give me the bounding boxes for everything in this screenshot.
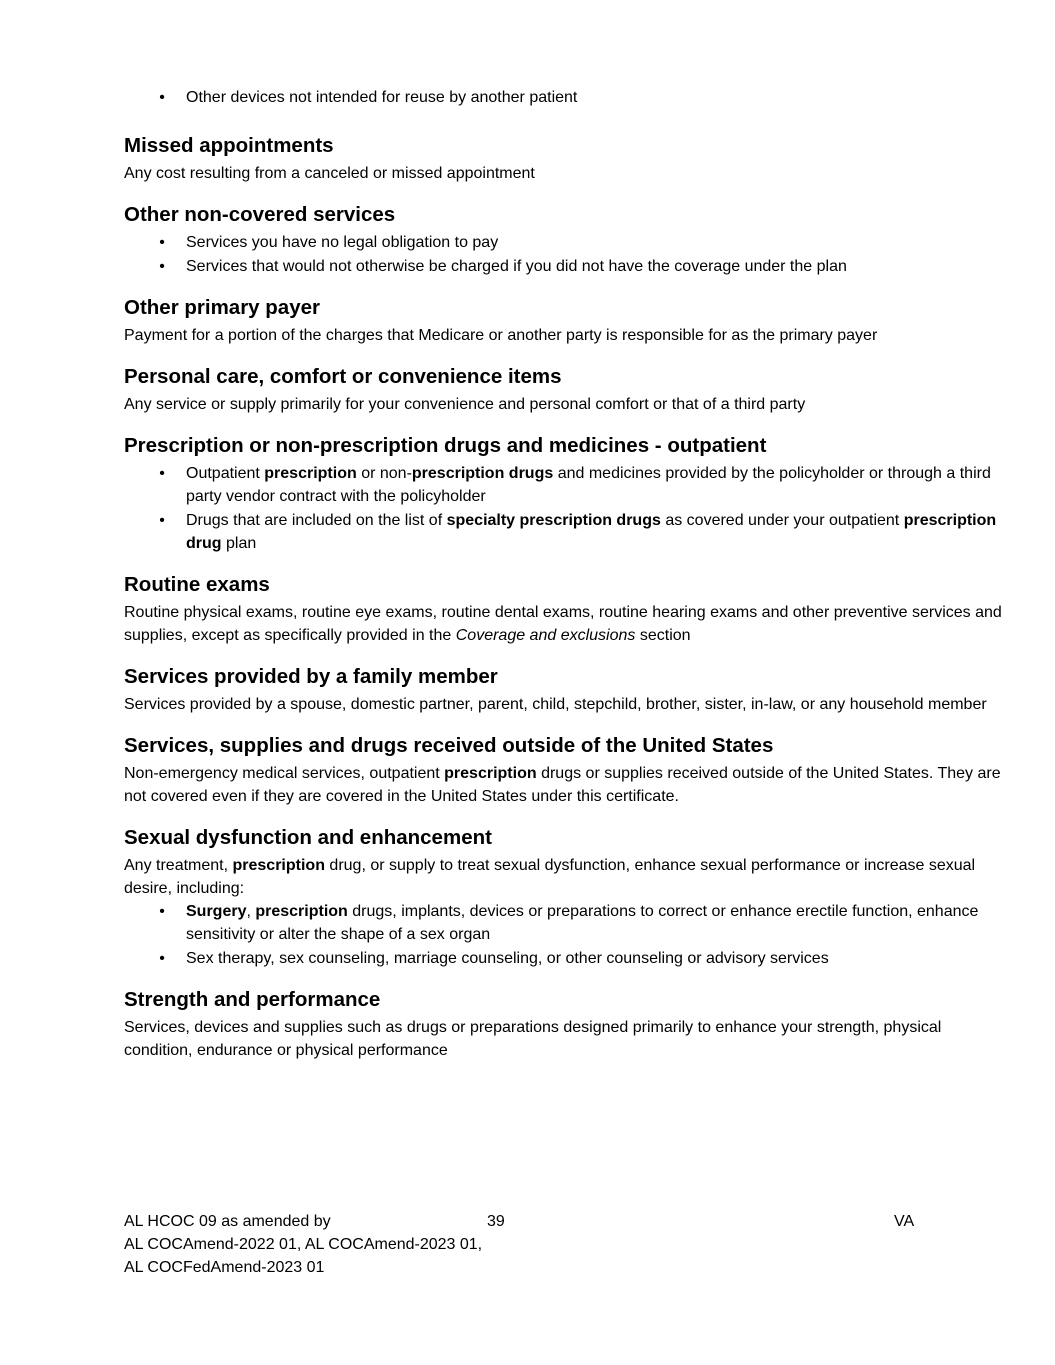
section-heading: Sexual dysfunction and enhancement <box>124 826 492 849</box>
section-heading: Services provided by a family member <box>124 665 498 688</box>
bullet-list <box>124 462 1004 555</box>
section-other-non-covered <box>124 202 1004 278</box>
bullet-icon: • <box>159 512 165 529</box>
bullet-list <box>124 900 1004 970</box>
bullet-icon: • <box>159 234 165 251</box>
section-heading: Routine exams <box>124 573 270 596</box>
bullet-icon: • <box>159 465 165 482</box>
list-item: • Surgery, prescription drugs, implants, devices or preparations to correct or enhance erectile function, enhance sensitivity or alter the shape of a sex organ <box>124 900 1004 946</box>
section-heading: Missed appointments <box>124 134 334 157</box>
footer-form-ids: AL HCOC 09 as amended by AL COCAmend-2022 01, AL COCAmend-2023 01, AL COCFedAmend-2023 01 <box>124 1213 483 1276</box>
section-text: Any treatment, prescription drug, or supply to treat sexual dysfunction, enhance sexual performance or increase sexual desire, including: <box>124 857 976 897</box>
footer-state: VA <box>894 1213 915 1230</box>
section-sexual-dysfunction <box>124 825 1004 970</box>
bullet-icon: • <box>159 258 165 275</box>
section-heading: Services, supplies and drugs received outside of the United States <box>124 734 774 757</box>
section-other-primary-payer <box>124 295 1004 347</box>
list-item: • Services that would not otherwise be charged if you did not have the coverage under the plan <box>124 255 1004 278</box>
page-content <box>124 86 1004 1079</box>
section-personal-care <box>124 364 1004 416</box>
list-item: • Other devices not intended for reuse by another patient <box>124 86 1004 109</box>
list-item: • Sex therapy, sex counseling, marriage counseling, or other counseling or advisory services <box>124 947 1004 970</box>
section-missed-appointments <box>124 133 1004 185</box>
section-text: Any cost resulting from a canceled or missed appointment <box>124 165 535 182</box>
bullet-icon: • <box>159 89 165 106</box>
section-text: Services, devices and supplies such as drugs or preparations designed primarily to enhance your strength, physical condition, endurance or physical performance <box>124 1019 942 1059</box>
section-text: Any service or supply primarily for your convenience and personal comfort or that of a third party <box>124 396 806 413</box>
section-heading: Personal care, comfort or convenience items <box>124 365 562 388</box>
section-text: Services provided by a spouse, domestic partner, parent, child, stepchild, brother, sister, in-law, or any household member <box>124 696 987 713</box>
section-text: Non-emergency medical services, outpatient prescription drugs or supplies received outside of the United States. They are not covered even if they are covered in the United States under this certificate. <box>124 765 1001 805</box>
continued-device-list <box>124 86 1004 109</box>
list-item: • Outpatient prescription or non-prescription drugs and medicines provided by the policyholder or through a third party vendor contract with the policyholder <box>124 462 1004 508</box>
section-heading: Other non-covered services <box>124 203 396 226</box>
section-text: Routine physical exams, routine eye exams, routine dental exams, routine hearing exams and other preventive services and supplies, except as specifically provided in the Coverage and exclusions section <box>124 604 1002 644</box>
bullet-icon: • <box>159 903 165 920</box>
section-family-member <box>124 664 1004 716</box>
section-outside-us <box>124 733 1004 808</box>
bullet-list <box>124 231 1004 278</box>
section-text: Payment for a portion of the charges that Medicare or another party is responsible for as the primary payer <box>124 327 878 344</box>
page-number: 39 <box>487 1213 505 1230</box>
section-heading: Other primary payer <box>124 296 320 319</box>
section-strength-performance <box>124 987 1004 1062</box>
section-heading: Prescription or non-prescription drugs and medicines - outpatient <box>124 434 767 457</box>
list-item: • Drugs that are included on the list of specialty prescription drugs as covered under your outpatient prescription drug plan <box>124 509 1004 555</box>
section-routine-exams <box>124 572 1004 647</box>
bullet-icon: • <box>159 950 165 967</box>
section-heading: Strength and performance <box>124 988 381 1011</box>
list-item: • Services you have no legal obligation to pay <box>124 231 1004 254</box>
section-prescription-drugs <box>124 433 1004 555</box>
